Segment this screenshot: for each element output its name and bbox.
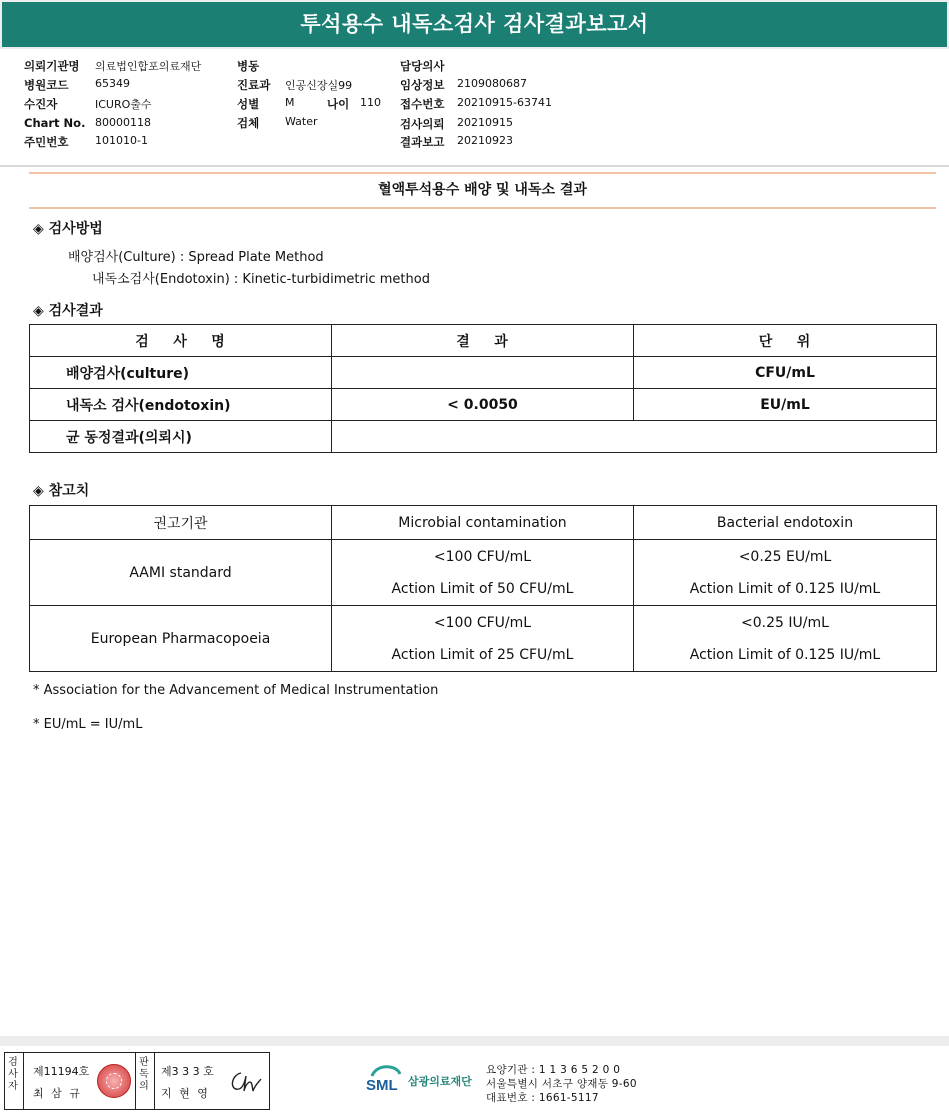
endotoxin-action-limit: Action Limit of 0.125 IU/mL [689,646,881,663]
column-header-endotoxin: Bacterial endotoxin [634,506,937,540]
section-subtitle: 혈액투석용수 배양 및 내독소 결과 [378,182,587,198]
doctor-license: 제3 3 3 호 [161,1065,214,1078]
reference-table [29,505,937,672]
signature-icon [227,1067,265,1097]
header-label: 결과보고 [400,135,445,149]
facility-code: 요양기관 : 1 1 3 6 5 2 0 0 [486,1064,621,1076]
table-row [30,389,937,421]
phone-number: 대표번호 : 1661-5117 [486,1092,599,1104]
divider [154,1053,155,1109]
organism-id-result-cell [332,421,937,453]
results-heading: ◈ 검사결과 [33,303,103,319]
header-label: 검체 [237,116,260,130]
header-label: Chart No. [24,116,86,130]
sml-logo-text: SML [366,1077,398,1094]
header-label: 성별 [237,97,260,111]
microbial-cell [332,606,634,672]
title-bar-frame [0,0,949,49]
endotoxin-cell [634,540,937,606]
unit-cell: EU/mL [634,389,937,421]
column-header-test-name: 검 사 명 [30,325,332,357]
section-subtitle-band [29,172,936,209]
microbial-action-limit: Action Limit of 25 CFU/mL [391,646,574,663]
header-label: 접수번호 [400,97,445,111]
microbial-cell [332,540,634,606]
header-value-age: 110 [360,96,381,109]
table-row [30,357,937,389]
reference-heading: ◈ 참고치 [33,483,90,499]
microbial-limit: <100 CFU/mL [433,548,532,565]
test-name-cell: 내독소 검사(endotoxin) [30,389,332,421]
patient-info-header [0,49,949,167]
header-value: ICURO출수 [95,98,152,111]
header-label: 수진자 [24,97,58,111]
column-header-unit: 단 위 [634,325,937,357]
header-value: 20210915-63741 [457,96,552,109]
footnote-unit: * EU/mL = IU/mL [33,717,143,732]
footer-divider [0,1036,949,1046]
header-value: 2109080687 [457,77,527,90]
header-value: 인공신장실99 [285,79,353,92]
microbial-action-limit: Action Limit of 50 CFU/mL [391,580,574,597]
result-cell: < 0.0050 [332,389,634,421]
doctor-vertical-label: 판독의 [139,1057,149,1092]
test-name-cell: 균 동정결과(의뢰시) [30,421,332,453]
header-value: 101010-1 [95,134,148,147]
examiner-seal-icon [97,1064,131,1098]
header-label: 담당의사 [400,59,445,73]
results-header-row [30,325,937,357]
organization-name: 삼광의료재단 [408,1075,472,1088]
table-row [30,421,937,453]
examiner-vertical-label: 검사자 [8,1057,18,1092]
divider [135,1053,136,1109]
header-value: M [285,96,295,109]
header-label: 진료과 [237,78,271,92]
header-label-age: 나이 [327,97,350,111]
header-label: 임상정보 [400,78,445,92]
header-label: 병원코드 [24,78,69,92]
header-value: 65349 [95,77,130,90]
header-label: 의뢰기관명 [24,59,80,73]
test-name-cell: 배양검사(culture) [30,357,332,389]
sml-logo-icon [366,1060,406,1096]
examiner-name: 최 삼 규 [33,1087,82,1100]
result-cell [332,357,634,389]
method-culture-line: 배양검사(Culture) : Spread Plate Method [68,250,324,265]
footnote-aami: * Association for the Advancement of Medical Instrumentation [33,683,439,698]
header-value: 20210915 [457,116,513,129]
method-endotoxin-line: 내독소검사(Endotoxin) : Kinetic-turbidimetric method [92,272,430,287]
header-value: 20210923 [457,134,513,147]
organization-cell: European Pharmacopoeia [30,606,332,672]
unit-cell: CFU/mL [634,357,937,389]
method-heading: ◈ 검사방법 [33,221,103,237]
table-row [30,540,937,606]
doctor-name: 지 현 영 [161,1087,210,1100]
report-title: 투석용수 내독소검사 검사결과보고서 [2,2,947,47]
column-header-organization: 권고기관 [30,506,332,540]
endotoxin-action-limit: Action Limit of 0.125 IU/mL [689,580,881,597]
signature-box [4,1052,270,1110]
header-label: 병동 [237,59,260,73]
organization-cell: AAMI standard [30,540,332,606]
header-value: Water [285,115,318,128]
examiner-license: 제11194호 [33,1065,90,1078]
header-value: 의료법인합포의료재단 [95,60,202,73]
microbial-limit: <100 CFU/mL [433,614,532,631]
address: 서울특별시 서초구 양재동 9-60 [486,1078,637,1090]
table-row [30,606,937,672]
reference-header-row [30,506,937,540]
divider [23,1053,24,1109]
endotoxin-cell [634,606,937,672]
header-value: 80000118 [95,116,151,129]
endotoxin-limit: <0.25 IU/mL [741,614,829,631]
endotoxin-limit: <0.25 EU/mL [738,548,832,565]
column-header-result: 결 과 [332,325,634,357]
column-header-microbial: Microbial contamination [332,506,634,540]
header-label: 주민번호 [24,135,69,149]
header-label: 검사의뢰 [400,117,445,131]
results-table [29,324,937,453]
